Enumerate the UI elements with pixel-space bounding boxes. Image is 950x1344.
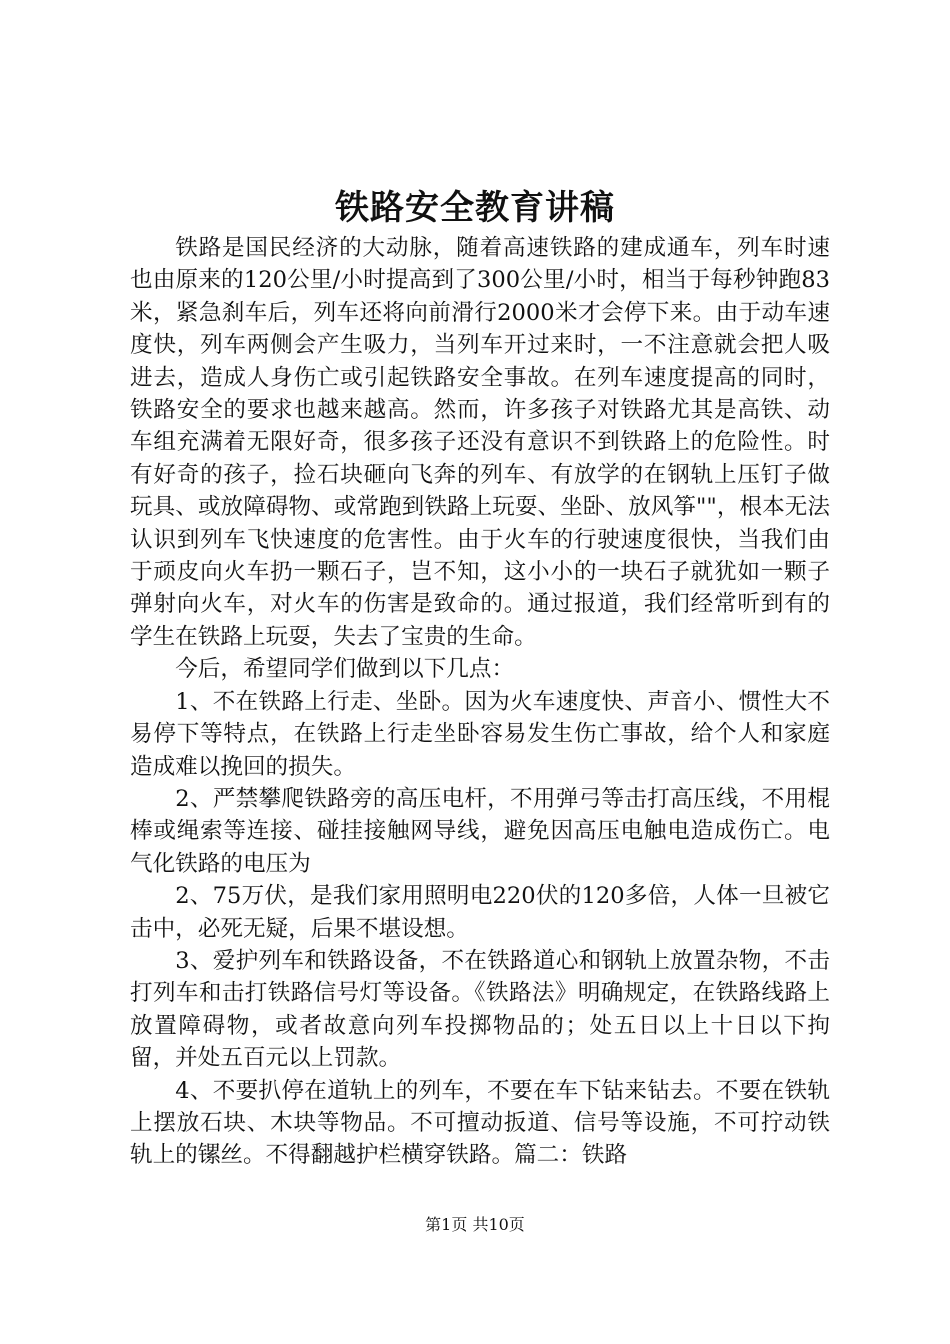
- paragraph-intro: 铁路是国民经济的大动脉，随着高速铁路的建成通车，列车时速也由原来的120公里/小时提高到了300公里/小时，相当于每秒钟跑83米，紧急刹车后，列车还将向前滑行2000米才会停下来。由于动车速度快，列车两侧会产生吸力，当列车开过来时，一不注意就会把人吸进去，造成人身伤亡或引起铁路安全事故。在列车速度提高的同时，铁路安全的要求也越来越高。然而，许多孩子对铁路尤其是高铁、动车组充满着无限好奇，很多孩子还没有意识不到铁路上的危险性。时有好奇的孩子，捡石块砸向飞奔的列车、有放学的在钢轨上压钉子做玩具、或放障碍物、或常跑到铁路上玩耍、坐卧、放风筝""，根本无法认识到列车飞快速度的危害性。由于火车的行驶速度很快，当我们由于顽皮向火车扔一颗石子，岂不知，这小小的一块石子就犹如一颗子弹射向火车，对火车的伤害是致命的。通过报道，我们经常听到有的学生在铁路上玩耍，失去了宝贵的生命。: [130, 235, 830, 650]
- paragraph-lead-in: 今后，希望同学们做到以下几点：: [175, 656, 515, 683]
- paragraph-point-2-continued: 2、75万伏，是我们家用照明电220伏的120多倍，人体一旦被它击中，必死无疑，后果不堪设想。: [130, 883, 830, 942]
- paragraph-point-1: 1、不在铁路上行走、坐卧。因为火车速度快、声音小、惯性大不易停下等特点，在铁路上行走坐卧容易发生伤亡事故，给个人和家庭造成难以挽回的损失。: [130, 688, 830, 780]
- document-body: [130, 232, 830, 1172]
- page-number-footer: 第1页 共10页: [425, 1215, 525, 1234]
- paragraph-point-4: 4、不要扒停在道轨上的列车，不要在车下钻来钻去。不要在铁轨上摆放石块、木块等物品。不可擅动扳道、信号等设施，不可拧动铁轨上的镙丝。不得翻越护栏横穿铁路。篇二：铁路: [130, 1077, 830, 1169]
- document-title: 铁路安全教育讲稿: [335, 188, 615, 228]
- paragraph-point-3: 3、爱护列车和铁路设备，不在铁路道心和钢轨上放置杂物，不击打列车和击打铁路信号灯等设备。《铁路法》明确规定，在铁路线路上放置障碍物，或者故意向列车投掷物品的；处五日以上十日以下拘留，并处五百元以上罚款。: [130, 947, 830, 1072]
- paragraph-point-2: 2、严禁攀爬铁路旁的高压电杆，不用弹弓等击打高压线，不用棍棒或绳索等连接、碰挂接触网导线，避免因高压电触电造成伤亡。电气化铁路的电压为: [130, 785, 830, 877]
